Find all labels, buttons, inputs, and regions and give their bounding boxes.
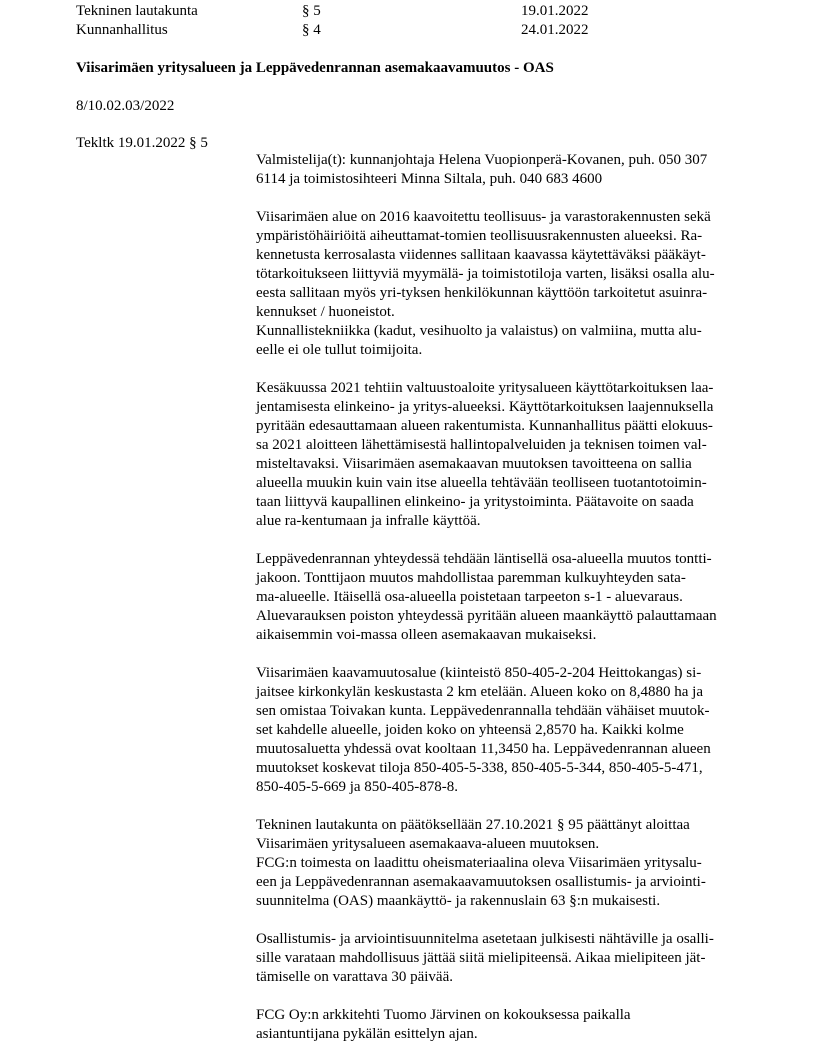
header-body-2: Kunnanhallitus bbox=[76, 22, 168, 38]
paragraph bbox=[256, 379, 746, 531]
paragraph bbox=[256, 664, 746, 797]
paragraph bbox=[256, 208, 746, 360]
header-date-1: 19.01.2022 bbox=[521, 3, 589, 19]
meeting-reference: Tekltk 19.01.2022 § 5 bbox=[76, 135, 208, 151]
paragraph-line: Kunnallistekniikka (kadut, vesihuolto ja valaistus) on valmiina, mutta alu- bbox=[256, 323, 702, 339]
header-section-2: § 4 bbox=[302, 22, 321, 38]
paragraph-line: misteltavaksi. Viisarimäen asemakaavan muutoksen tavoitteena on sallia bbox=[256, 456, 692, 472]
paragraph-line: aikaisemmin voi-massa olleen asemakaavan mukaiseksi. bbox=[256, 627, 597, 643]
paragraph-line: FCG Oy:n arkkitehti Tuomo Järvinen on kokouksessa paikalla bbox=[256, 1007, 631, 1023]
paragraph-line: Tekninen lautakunta on päätöksellään 27.10.2021 § 95 päättänyt aloittaa bbox=[256, 817, 690, 833]
body-text bbox=[256, 151, 746, 1063]
paragraph-line: alue ra-kentumaan ja infralle käyttöä. bbox=[256, 513, 481, 529]
paragraph-line: pyritään edesauttamaan alueen rakentumista. Kunnanhallitus päätti elokuus- bbox=[256, 418, 713, 434]
paragraph-line: asiantuntijana pykälän esittelyn ajan. bbox=[256, 1026, 478, 1042]
header-body-1: Tekninen lautakunta bbox=[76, 3, 198, 19]
document-title: Viisarimäen yritysalueen ja Leppävedenrannan asemakaavamuutos - OAS bbox=[76, 60, 554, 76]
paragraph-line: tötarkoitukseen liittyviä myymälä- ja toimistotiloja varten, lisäksi osalla alu- bbox=[256, 266, 715, 282]
paragraph bbox=[256, 550, 746, 645]
paragraph-line: sen omistaa Toivakan kunta. Leppävedenrannalla tehdään vähäiset muutok- bbox=[256, 703, 710, 719]
paragraph-line: FCG:n toimesta on laadittu oheismateriaalina oleva Viisarimäen yritysalu- bbox=[256, 855, 702, 871]
paragraph bbox=[256, 1006, 746, 1044]
paragraph-line: 6114 ja toimistosihteeri Minna Siltala, puh. 040 683 4600 bbox=[256, 171, 603, 187]
header-section-1: § 5 bbox=[302, 3, 321, 19]
paragraph bbox=[256, 816, 746, 911]
paragraph bbox=[256, 930, 746, 987]
paragraph-line: sa 2021 aloitteen lähettämisestä hallintopalveluiden ja teknisen toimen val- bbox=[256, 437, 707, 453]
paragraph-line: Valmistelija(t): kunnanjohtaja Helena Vuopionperä-Kovanen, puh. 050 307 bbox=[256, 152, 708, 168]
paragraph-line: jaitsee kirkonkylän keskustasta 2 km etelään. Alueen koko on 8,4880 ha ja bbox=[256, 684, 703, 700]
paragraph-line: jentamisesta elinkeino- ja yritys-alueeksi. Käyttötarkoituksen laajennuksella bbox=[256, 399, 714, 415]
paragraph-line: tämiselle on varattava 30 päivää. bbox=[256, 969, 453, 985]
paragraph-line: eelle ei ole tullut toimijoita. bbox=[256, 342, 423, 358]
paragraph-line: ympäristöhäiriöitä aiheuttamat-tomien teollisuusrakennusten alueeksi. Ra- bbox=[256, 228, 703, 244]
paragraph-line: Leppävedenrannan yhteydessä tehdään läntisellä osa-alueella muutos tontti- bbox=[256, 551, 712, 567]
paragraph-line: sille varataan mahdollisuus jättää siitä mielipiteensä. Aikaa mielipiteen jät- bbox=[256, 950, 706, 966]
paragraph-line: alueella muukin kuin vain itse alueella tehtävään teolliseen tuotantotoimin- bbox=[256, 475, 707, 491]
paragraph-line: suunnitelma (OAS) maankäyttö- ja rakennuslain 63 §:n mukaisesti. bbox=[256, 893, 661, 909]
paragraph-line: kennetusta kerrosalasta viidennes sallitaan kaavassa käytettäväksi pääkäyt- bbox=[256, 247, 706, 263]
paragraph-line: Osallistumis- ja arviointisuunnitelma asetetaan julkisesti nähtäville ja osalli- bbox=[256, 931, 714, 947]
paragraph-line: Kesäkuussa 2021 tehtiin valtuustoaloite yritysalueen käyttötarkoituksen laa- bbox=[256, 380, 714, 396]
paragraph-line: 850-405-5-669 ja 850-405-878-8. bbox=[256, 779, 459, 795]
paragraph-line: ma-alueelle. Itäisellä osa-alueella poistetaan tarpeeton s-1 - aluevaraus. bbox=[256, 589, 683, 605]
paragraph-line: set kahdelle alueelle, joiden koko on yhteensä 2,8570 ha. Kaikki kolme bbox=[256, 722, 684, 738]
paragraph-line: Viisarimäen kaavamuutosalue (kiinteistö 850-405-2-204 Heittokangas) si- bbox=[256, 665, 702, 681]
header-date-2: 24.01.2022 bbox=[521, 22, 589, 38]
paragraph-line: Viisarimäen yritysalueen asemakaava-alueen muutoksen. bbox=[256, 836, 600, 852]
paragraph bbox=[256, 151, 746, 189]
paragraph-line: muutosaluetta yhdessä ovat kooltaan 11,3450 ha. Leppävedenrannan alueen bbox=[256, 741, 711, 757]
paragraph-line: muutokset koskevat tiloja 850-405-5-338, 850-405-5-344, 850-405-5-471, bbox=[256, 760, 703, 776]
paragraph-line: jakoon. Tonttijaon muutos mahdollistaa paremman kulkuyhteyden sata- bbox=[256, 570, 686, 586]
paragraph-line: Aluevarauksen poiston yhteydessä pyritään alueen maankäyttö palauttamaan bbox=[256, 608, 717, 624]
diary-number: 8/10.02.03/2022 bbox=[76, 98, 175, 114]
paragraph-line: Viisarimäen alue on 2016 kaavoitettu teollisuus- ja varastorakennusten sekä bbox=[256, 209, 711, 225]
paragraph-line: taan liittyvä kaupallinen elinkeino- ja yritystoiminta. Päätavoite on saada bbox=[256, 494, 694, 510]
paragraph-line: kennukset / huoneistot. bbox=[256, 304, 395, 320]
paragraph-line: eesta sallitaan myös yri-tyksen henkilökunnan käyttöön tarkoitetut asuinra- bbox=[256, 285, 708, 301]
paragraph-line: een ja Leppävedenrannan asemakaavamuutoksen osallistumis- ja arviointi- bbox=[256, 874, 706, 890]
